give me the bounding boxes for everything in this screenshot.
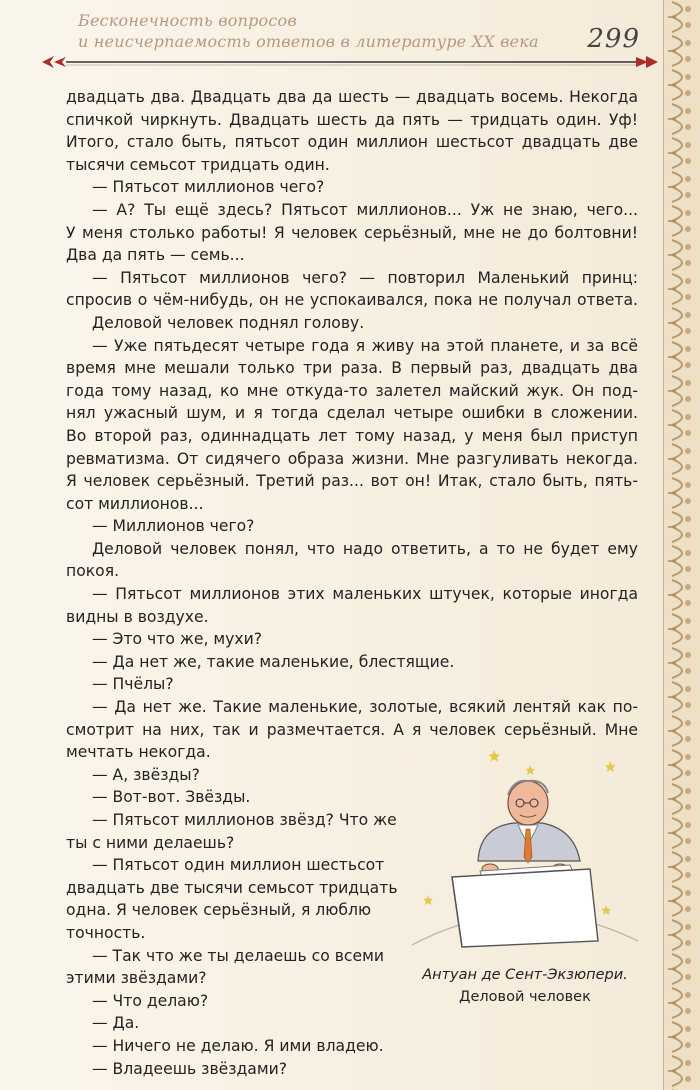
page-number: 299 (587, 24, 640, 54)
header-title-line-2: и неисчерпаемость ответов в литературе XX века (78, 32, 539, 51)
text-line: Два да пять — семь... (66, 246, 245, 265)
illustration-caption (410, 964, 640, 1008)
text-line: мечтать некогда. (66, 743, 211, 762)
text-line: двадцать два. Двадцать два да шесть — двадцать восемь. Некогда (66, 88, 638, 106)
text-line: время мне мешали только три раза. В первый раз, двадцать два (66, 359, 638, 378)
text-line: сот миллионов... (66, 494, 204, 513)
caption-title: Деловой человек (459, 989, 591, 1005)
text-line: У меня столько работы! Я человек серьёзный, мне не до болтовни! (66, 223, 638, 242)
text-line: — Так что же ты делаешь со всеми (92, 946, 384, 965)
text-line: покоя. (66, 562, 120, 581)
text-line: — Пятьсот миллионов звёзд? Что же (92, 811, 397, 829)
text-line: — Да. (92, 1014, 140, 1033)
text-line: — А, звёзды? (92, 765, 200, 784)
decorative-border (663, 0, 700, 1090)
text-line: — А? Ты ещё здесь? Пятьсот миллионов... Уж не знаю, чего... (92, 200, 638, 219)
text-line: — Это что же, мухи? (92, 630, 263, 649)
text-line: — Да нет же. Такие маленькие, золотые, всякий лентяй как по- (92, 698, 638, 717)
header-ornament-rule-icon (40, 48, 660, 78)
caption-author: Антуан де Сент-Экзюпери. (422, 967, 628, 983)
text-line: ты с ними делаешь? (66, 833, 235, 852)
text-line: спросив о чём-нибудь, он не успокаивался, пока не получал ответа. (66, 291, 638, 310)
text-line: нял ужасный шум, и я тогда сделал четыре ошибки в сложении. (66, 404, 638, 423)
business-man-illustration (410, 745, 640, 960)
text-line: — Пчёлы? (92, 675, 174, 694)
border-ornament-icon (664, 0, 700, 1090)
text-line: — Уже пятьдесят четыре года я живу на этой планете, и за всё (92, 336, 638, 355)
text-line: Итого, стало быть, пятьсот один миллион шестьсот двадцать две (66, 133, 638, 152)
text-line: — Вот-вот. Звёзды. (92, 788, 251, 807)
text-line: — Миллионов чего? (92, 517, 255, 536)
text-line: тысячи семьсот тридцать один. (66, 155, 330, 174)
text-line: — Владеешь звёздами? (92, 1059, 288, 1078)
header-title (78, 10, 558, 52)
text-line: — Пятьсот миллионов чего? (92, 178, 325, 197)
text-line: года тому назад, ко мне откуда-то залетел майский жук. Он под- (66, 381, 638, 400)
text-line: Во второй раз, одиннадцать лет тому назад, у меня был приступ (66, 426, 638, 445)
text-line: Я человек серьёзный. Третий раз... вот он! Итак, стало быть, пять- (66, 472, 638, 491)
text-line: — Ничего не делаю. Я ими владею. (92, 1036, 384, 1055)
page-header (40, 8, 660, 78)
text-line: этими звёздами? (66, 969, 207, 988)
text-line: — Пятьсот один миллион шестьсот (92, 856, 385, 875)
text-line: двадцать две тысячи семьсот тридцать (66, 878, 398, 897)
text-line: Деловой человек понял, что надо ответить, а то не будет ему (92, 539, 638, 558)
text-line: ревматизма. От сидячего образа жизни. Мне разгуливать некогда. (66, 449, 638, 468)
text-line: — Да нет же, такие маленькие, блестящие. (92, 652, 455, 671)
text-line: точность. (66, 923, 146, 942)
text-line: — Что делаю? (92, 991, 209, 1010)
text-line: — Пятьсот миллионов этих маленьких штучек, которые иногда (92, 585, 638, 604)
text-line: одна. Я человек серьёзный, я люблю (66, 901, 372, 920)
text-line: видны в воздухе. (66, 607, 209, 626)
text-line: спичкой чиркнуть. Двадцать шесть да пять — тридцать один. Уф! (66, 110, 638, 129)
text-line: смотрит на них, так и размечтается. А я человек серьёзный. Мне (66, 720, 638, 739)
text-line: — Пятьсот миллионов чего? — повторил Маленький принц: (92, 268, 638, 287)
header-title-line-1: Бесконечность вопросов (78, 11, 297, 30)
text-line: Деловой человек поднял голову. (92, 313, 365, 332)
